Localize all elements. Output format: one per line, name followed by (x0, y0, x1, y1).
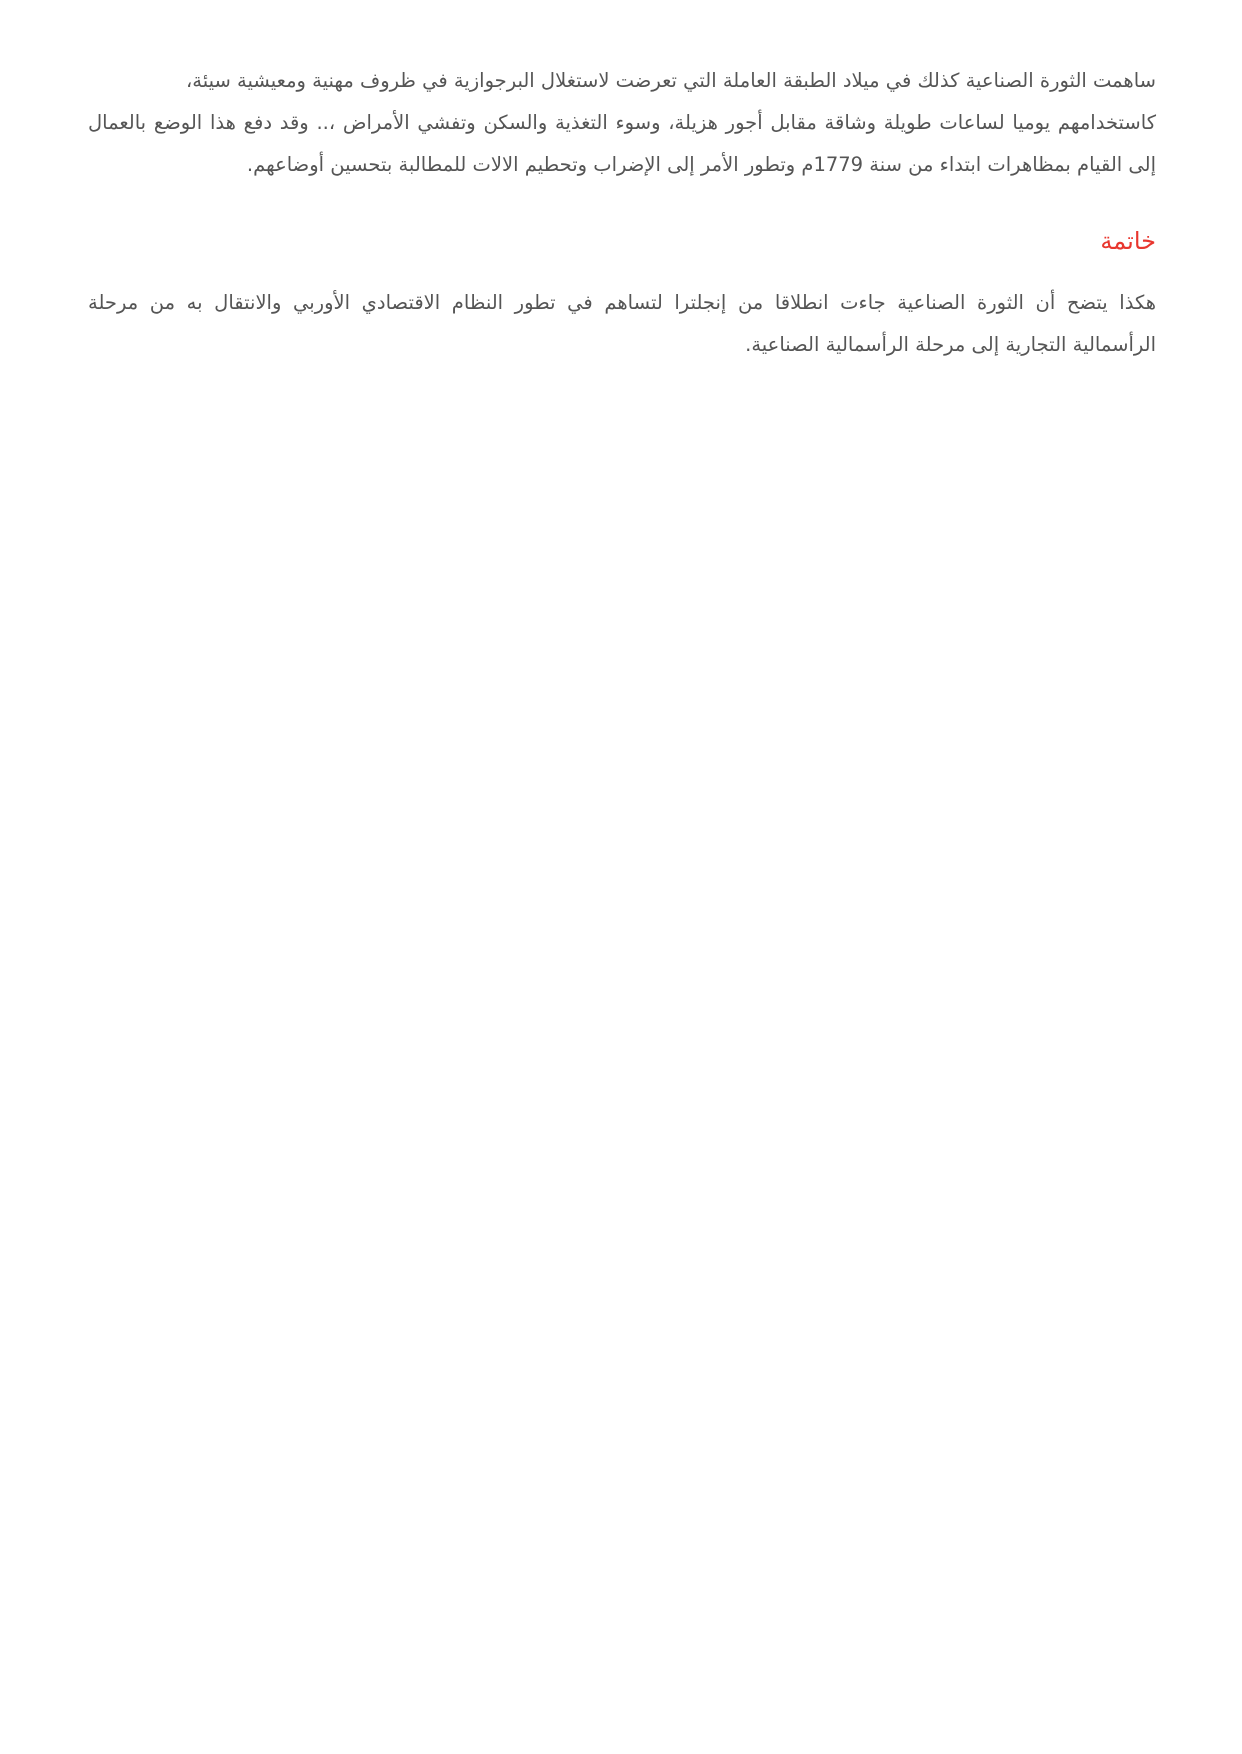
paragraph-line: كاستخدامهم يوميا لساعات طويلة وشاقة مقابل أجور هزيلة، وسوء التغذية والسكن وتفشي الأمراض ،.. وقد دفع هذا الوضع بالعمال (88, 111, 1156, 134)
document-page (88, 60, 1156, 366)
paragraph-line: ساهمت الثورة الصناعية كذلك في ميلاد الطبقة العاملة التي تعرضت لاستغلال البرجوازية في ظروف مهنية ومعيشية سيئة، (185, 69, 1156, 92)
paragraph-line: الرأسمالية التجارية إلى مرحلة الرأسمالية الصناعية. (745, 333, 1156, 356)
paragraph-industrial-revolution-working-class (88, 60, 1156, 186)
paragraph-line: هكذا يتضح أن الثورة الصناعية جاءت انطلاقا من إنجلترا لتساهم في تطور النظام الاقتصادي الأوربي والانتقال به من مرحلة (88, 291, 1156, 314)
paragraph-conclusion (88, 282, 1156, 366)
section-heading-conclusion: خاتمة (1100, 227, 1156, 255)
paragraph-line: إلى القيام بمظاهرات ابتداء من سنة 1779م وتطور الأمر إلى الإضراب وتحطيم الالات للمطالبة بتحسين أوضاعهم. (246, 153, 1156, 176)
